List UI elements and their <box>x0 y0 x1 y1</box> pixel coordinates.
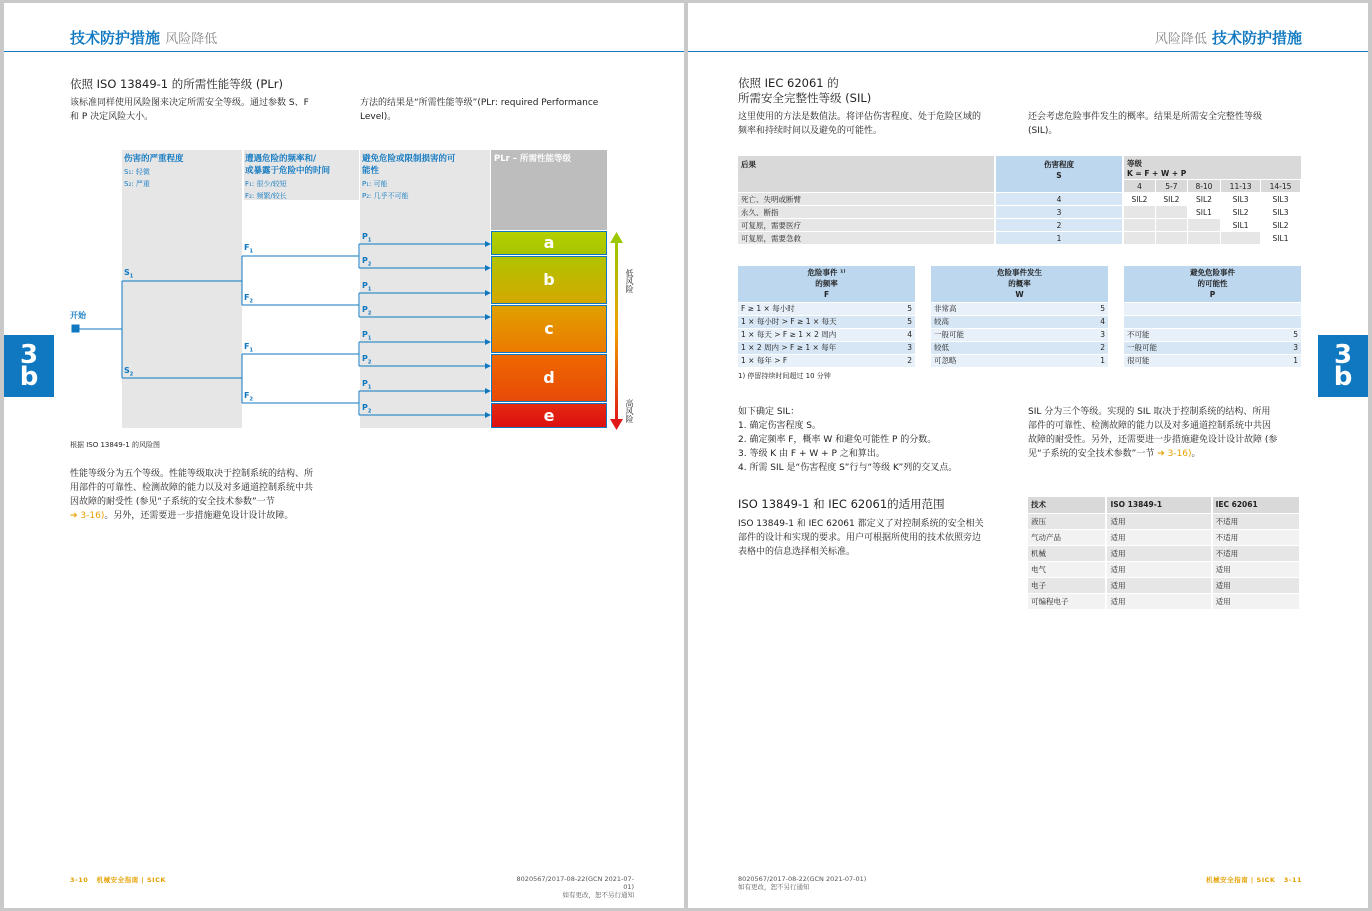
sil-severity: 2 <box>995 219 1123 232</box>
scope-cell: 机械 <box>1028 545 1106 561</box>
avoid-title: 避免危险或限制损害的可 能性 <box>362 154 456 176</box>
sil-row <box>738 232 1301 245</box>
plr-title: PLr – 所需性能等级 <box>494 154 572 164</box>
risk-arrow-up <box>610 232 623 243</box>
param-score: 2 <box>898 354 915 367</box>
f1-label-b: $F_1$ <box>244 342 253 354</box>
param-label: 可忽略 <box>931 354 1067 367</box>
scope-cell: 不适用 <box>1212 545 1300 561</box>
sil-severity: 3 <box>995 206 1123 219</box>
param-head: 危险事件发生 的概率 W <box>931 266 1108 302</box>
sil-head-class: 等级 K = F + W + P <box>1123 156 1301 180</box>
level-e: e <box>491 403 607 428</box>
scope-row <box>1028 561 1300 577</box>
sil-value: SIL3 <box>1261 193 1301 206</box>
param-row <box>931 302 1108 315</box>
param-row <box>738 302 915 315</box>
param-score: 3 <box>898 341 915 354</box>
level-b: b <box>491 256 607 304</box>
right-page <box>688 3 1368 908</box>
scope-cell: 不适用 <box>1212 513 1300 529</box>
param-score: 5 <box>898 315 915 328</box>
level-d: d <box>491 354 607 402</box>
param-label: 不可能 <box>1124 328 1260 341</box>
left-page <box>4 3 684 908</box>
scope-cell: 适用 <box>1106 513 1211 529</box>
sil-table <box>738 156 1301 245</box>
sil-value: SIL1 <box>1221 219 1261 232</box>
param-row <box>1124 302 1301 315</box>
sil-class-col: 4 <box>1123 180 1156 193</box>
param-row <box>738 354 915 367</box>
scope-cell: 适用 <box>1212 593 1300 609</box>
header-title: 技术防护措施 风险降低 <box>70 29 218 47</box>
sil-consequence: 死亡、失明或断臂 <box>738 193 995 206</box>
param-row <box>931 328 1108 341</box>
param-row <box>738 328 915 341</box>
p1-label-3: $P_1$ <box>362 330 372 342</box>
high-risk-label: 高风险 <box>625 399 634 423</box>
sil-class-col: 14-15 <box>1261 180 1301 193</box>
p1-label-1: $P_1$ <box>362 232 372 244</box>
param-score: 1 <box>1067 354 1108 367</box>
param-label: 很可能 <box>1124 354 1260 367</box>
footer-page-right: 机械安全指南 | SICK 3-11 <box>1206 876 1302 884</box>
param-score: 1 <box>1260 354 1301 367</box>
scope-cell: 适用 <box>1106 545 1211 561</box>
sil-value: SIL1 <box>1187 206 1220 219</box>
param-row <box>931 315 1108 328</box>
sil-value: SIL3 <box>1261 206 1301 219</box>
scope-cell: 电气 <box>1028 561 1106 577</box>
scope-cell: 适用 <box>1106 529 1211 545</box>
param-label: 1 × 每天 > F ≥ 1 × 2 周内 <box>738 328 898 341</box>
intro-right-right: 还会考虑危险事件发生的概率。结果是所需安全完整性等级 (SIL)。 <box>1028 112 1263 136</box>
footer-doc: 8020567/2017-08-22(GCN 2021-07-01) 如有更改，恕不另行通知 <box>516 875 634 899</box>
sil-value: SIL2 <box>1187 193 1220 206</box>
footer-page: 3-10 机械安全指南 | SICK <box>70 876 166 884</box>
section-title: 依照 ISO 13849-1 的所需性能等级 (PLr) <box>70 77 283 91</box>
body-link[interactable]: ➔ 3-16) <box>70 511 105 521</box>
frequency-f2: F₂: 频繁/较长 <box>245 192 287 200</box>
sil-value <box>1221 232 1261 245</box>
param-label: 较高 <box>931 315 1067 328</box>
scope-cell: 气动产品 <box>1028 529 1106 545</box>
header-rule-right <box>688 51 1368 52</box>
sil-severity: 4 <box>995 193 1123 206</box>
chapter-tab-right: 3 b <box>1318 335 1368 397</box>
sil-value: SIL2 <box>1221 206 1261 219</box>
scope-text: ISO 13849-1 和 IEC 62061 都定义了对控制系统的安全相关 部件的设计和实现的要求。用户可根据所使用的技术依照旁边 表格中的信息选择相关标准。 <box>738 519 984 557</box>
sil-class-col: 5-7 <box>1156 180 1188 193</box>
param-label: 1 × 每年 > F <box>738 354 898 367</box>
param-label: 较低 <box>931 341 1067 354</box>
scope-head: IEC 62061 <box>1212 497 1300 513</box>
chapter-tab: 3 b <box>4 335 54 397</box>
f2-label-b: $F_2$ <box>244 391 253 403</box>
sil-row <box>738 206 1301 219</box>
param-score <box>1260 315 1301 328</box>
scope-cell: 适用 <box>1106 561 1211 577</box>
param-row <box>1124 328 1301 341</box>
param-row <box>931 341 1108 354</box>
sil-row <box>738 193 1301 206</box>
frequency-table <box>738 266 915 368</box>
param-score: 5 <box>1067 302 1108 315</box>
param-label: 非常高 <box>931 302 1067 315</box>
sil-text: SIL 分为三个等级。实现的 SIL 取决于控制系统的结构、所用 部件的可靠性、检测故障的能力以及对多通道控制系统中共因 故障的耐受性。另外，还需要进一步措施避免设计设计故障 (参 见“子系统的安全技术参数”一节 ➔ 3-16)。 <box>1028 407 1278 459</box>
param-label: 1 × 2 周内 > F ≥ 1 × 每年 <box>738 341 898 354</box>
scope-cell: 适用 <box>1212 561 1300 577</box>
footer-doc-right: 8020567/2017-08-22(GCN 2021-07-01) 如有更改，恕不另行通知 <box>738 875 867 891</box>
graph-lines <box>4 3 684 443</box>
param-row <box>1124 341 1301 354</box>
scope-cell: 可编程电子 <box>1028 593 1106 609</box>
scope-cell: 液压 <box>1028 513 1106 529</box>
section-title-right: 依照 IEC 62061 的 所需安全完整性等级 (SIL) <box>738 76 872 105</box>
frequency-title: 遭遇危险的频率和/ 或暴露于危险中的时间 <box>245 154 331 176</box>
scope-row <box>1028 529 1300 545</box>
header-title-right: 风险降低 技术防护措施 <box>1154 29 1302 47</box>
param-score <box>1260 302 1301 315</box>
scope-head: 技术 <box>1028 497 1106 513</box>
severity-s1: S₁: 轻微 <box>124 168 150 176</box>
severity-s2: S₂: 严重 <box>124 180 150 188</box>
scope-table <box>1028 497 1301 610</box>
low-risk-label: 低风险 <box>625 269 634 293</box>
risk-arrow-bar <box>615 241 618 421</box>
param-score: 3 <box>1260 341 1301 354</box>
header-subtitle: 风险降低 <box>165 32 218 47</box>
scope-row <box>1028 545 1300 561</box>
param-label: 1 × 每小时 > F ≥ 1 × 每天 <box>738 315 898 328</box>
sil-value: SIL2 <box>1261 219 1301 232</box>
p2-label-2: $P_2$ <box>362 305 372 317</box>
intro-right: 方法的结果是“所需性能等级”(PLr: required Performance Level)。 <box>360 98 599 122</box>
param-label <box>1124 302 1260 315</box>
scope-row <box>1028 577 1300 593</box>
param-label: F ≥ 1 × 每小时 <box>738 302 898 315</box>
param-score: 3 <box>1067 328 1108 341</box>
intro-left-right: 这里使用的方法是数值法。将评估伤害程度、处于危险区域的 频率和持续时间以及避免的可能性。 <box>738 112 982 136</box>
sil-head-severity: 伤害程度 S <box>995 156 1123 193</box>
p1-label-2: $P_1$ <box>362 281 372 293</box>
sil-value <box>1187 219 1220 232</box>
param-label: 一般可能 <box>931 328 1067 341</box>
sil-value <box>1187 232 1220 245</box>
param-row <box>931 354 1108 367</box>
param-head: 危险事件 ¹⁾ 的频率 F <box>738 266 915 302</box>
param-label: 一般可能 <box>1124 341 1260 354</box>
param-score: 5 <box>898 302 915 315</box>
f2-label-a: $F_2$ <box>244 293 253 305</box>
level-a: a <box>491 231 607 255</box>
p1-label-4: $P_1$ <box>362 379 372 391</box>
sil-value <box>1156 219 1188 232</box>
sil-value: SIL2 <box>1123 193 1156 206</box>
scope-row <box>1028 513 1300 529</box>
sil-link[interactable]: ➔ 3-16) <box>1157 449 1192 459</box>
param-label <box>1124 315 1260 328</box>
s2-label: $S_2$ <box>124 366 134 378</box>
severity-title: 伤害的严重程度 <box>124 154 184 164</box>
param-score: 4 <box>1067 315 1108 328</box>
sil-consequence: 可复原，需要急救 <box>738 232 995 245</box>
avoid-p1: P₁: 可能 <box>362 180 388 188</box>
intro-left: 该标准同样使用风险图来决定所需安全等级。通过参数 S、F 和 P 决定风险大小。 <box>70 98 309 122</box>
body-text: 性能等级分为五个等级。性能等级取决于控制系统的结构、所 用部件的可靠性、检测故障的能力以及对多通道控制系统中共 因故障的耐受性 (参见“子系统的安全技术参数”一节 ➔ 3-16)。另外，还需要进一步措施避免设计设计故障。 <box>70 469 314 521</box>
sil-value <box>1123 206 1156 219</box>
sil-value: SIL3 <box>1221 193 1261 206</box>
sil-value: SIL2 <box>1156 193 1188 206</box>
param-row <box>738 341 915 354</box>
s1-label: $S_1$ <box>124 268 134 280</box>
param-head: 避免危险事件 的可能性 P <box>1124 266 1301 302</box>
level-c: c <box>491 305 607 353</box>
param-score: 4 <box>898 328 915 341</box>
sil-value: SIL1 <box>1261 232 1301 245</box>
scope-head: ISO 13849-1 <box>1106 497 1211 513</box>
probability-table <box>931 266 1108 368</box>
p2-label-1: $P_2$ <box>362 256 372 268</box>
scope-cell: 适用 <box>1106 577 1211 593</box>
sil-head-consequence: 后果 <box>738 156 995 193</box>
frequency-f1: F₁: 很少/较短 <box>245 180 287 188</box>
param-row <box>738 315 915 328</box>
p2-label-4: $P_2$ <box>362 403 372 415</box>
sil-consequence: 永久、断指 <box>738 206 995 219</box>
sil-value <box>1156 206 1188 219</box>
avoid-p2: P₂: 几乎不可能 <box>362 192 409 200</box>
param-row <box>1124 354 1301 367</box>
f1-label-a: $F_1$ <box>244 243 253 255</box>
sil-class-col: 11-13 <box>1221 180 1261 193</box>
sil-consequence: 可复原，需要医疗 <box>738 219 995 232</box>
scope-cell: 适用 <box>1212 577 1300 593</box>
start-node <box>72 325 79 332</box>
sil-row <box>738 219 1301 232</box>
sil-value <box>1123 219 1156 232</box>
scope-row <box>1028 593 1300 609</box>
p2-label-3: $P_2$ <box>362 354 372 366</box>
footnote: 1) 停留持续时间超过 10 分钟 <box>738 372 831 380</box>
scope-cell: 电子 <box>1028 577 1106 593</box>
graph-caption: 根据 ISO 13849-1 的风险图 <box>70 441 160 449</box>
sil-class-col: 8-10 <box>1187 180 1220 193</box>
sil-severity: 1 <box>995 232 1123 245</box>
avoidance-table <box>1124 266 1301 368</box>
start-label: 开始 <box>70 311 86 320</box>
steps: 如下确定 SIL： 1. 确定伤害程度 S。 2. 确定频率 F，概率 W 和避免可能性 P 的分数。 3. 等级 K 由 F + W + P 之和算出。 4. 所需 SIL 是“伤害程度 S”行与“等级 K”列的交叉点。 <box>738 407 958 473</box>
param-score: 5 <box>1260 328 1301 341</box>
sil-value <box>1156 232 1188 245</box>
sil-value <box>1123 232 1156 245</box>
param-row <box>1124 315 1301 328</box>
param-score: 2 <box>1067 341 1108 354</box>
scope-cell: 适用 <box>1106 593 1211 609</box>
scope-title: ISO 13849-1 和 IEC 62061的适用范围 <box>738 497 945 511</box>
scope-cell: 不适用 <box>1212 529 1300 545</box>
